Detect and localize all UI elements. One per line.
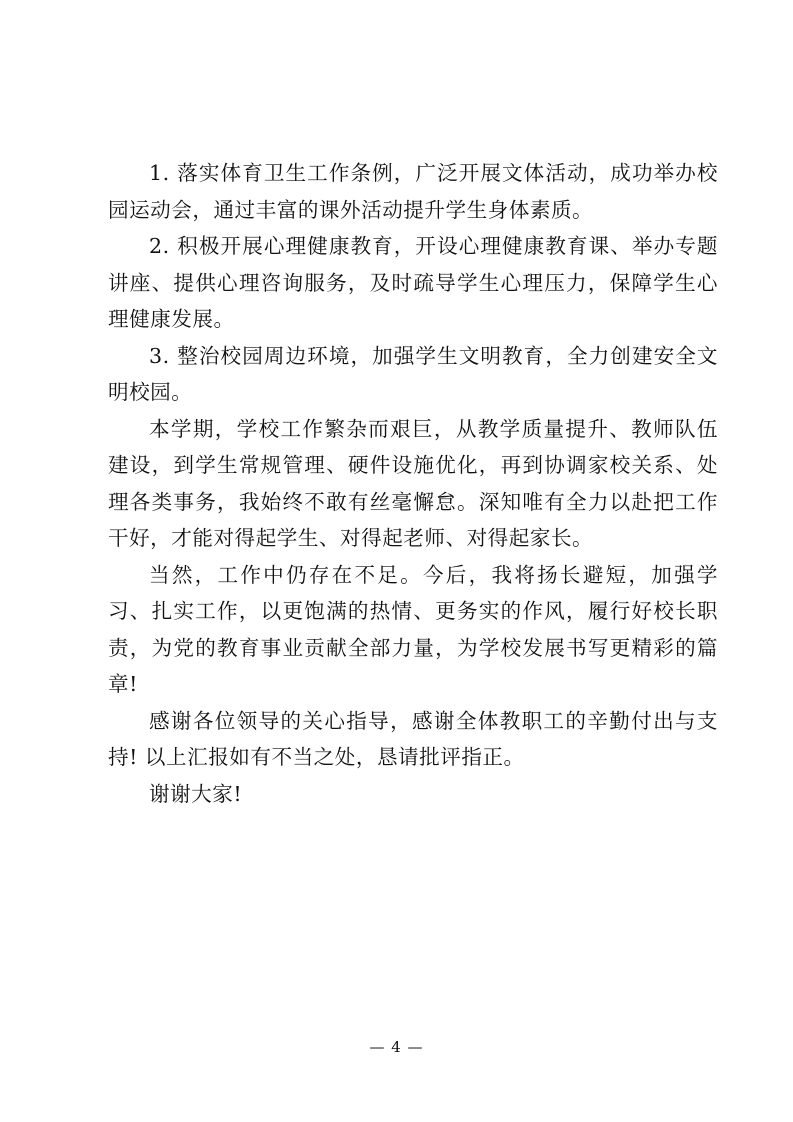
paragraph-closing: 谢谢大家! [149,781,243,806]
document-body [108,155,718,812]
paragraph-sports-health: 1. 落实体育卫生工作条例，广泛开展文体活动，成功举办校园运动会，通过丰富的课外活动提升学生身体素质。 [108,161,718,222]
paragraph-future-plans: 当然，工作中仍存在不足。今后，我将扬长避短，加强学习、扎实工作，以更饱满的热情、更务实的作风，履行好校长职责，为党的教育事业贡献全部力量，为学校发展书写更精彩的篇章! [108,562,718,696]
paragraph-campus-environment: 3. 整治校园周边环境，加强学生文明教育，全力创建安全文明校园。 [108,343,718,404]
paragraph-semester-summary: 本学期，学校工作繁杂而艰巨，从教学质量提升、教师队伍建设，到学生常规管理、硬件设施优化，再到协调家校关系、处理各类事务，我始终不敢有丝毫懈怠。深知唯有全力以赴把工作干好，才能对得起学生、对得起老师、对得起家长。 [108,416,718,550]
page-number: — 4 — [369,1038,424,1056]
paragraph-acknowledgements: 感谢各位领导的关心指导，感谢全体教职工的辛勤付出与支持! 以上汇报如有不当之处，恳请批评指正。 [108,708,718,769]
paragraph-mental-health: 2. 积极开展心理健康教育，开设心理健康教育课、举办专题讲座、提供心理咨询服务，及时疏导学生心理压力，保障学生心理健康发展。 [108,234,718,331]
